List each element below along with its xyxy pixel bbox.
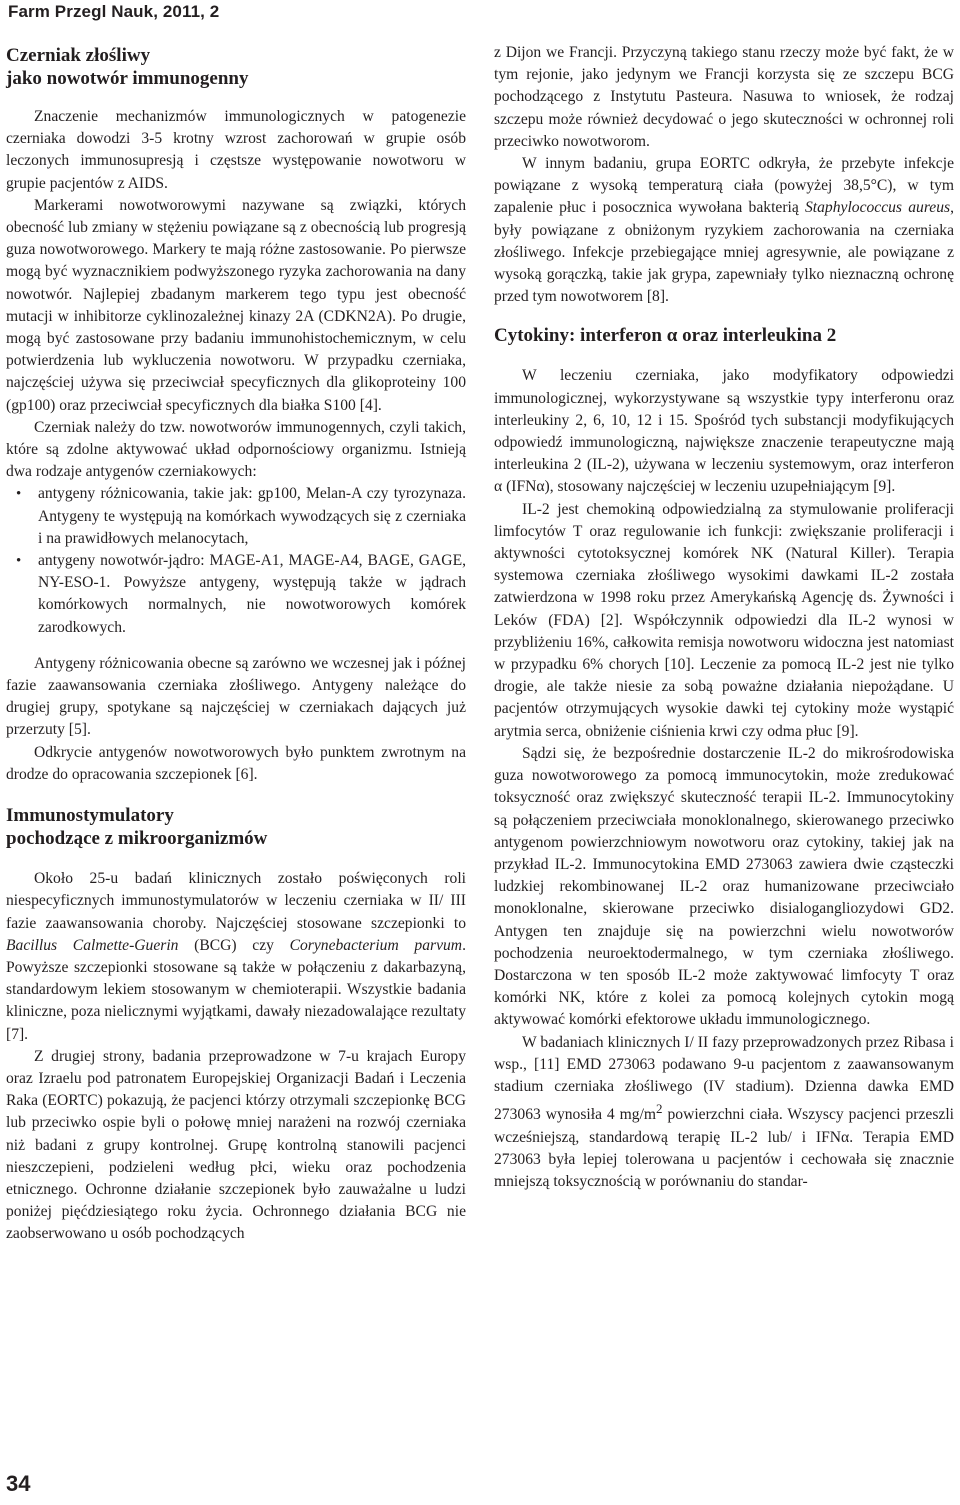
section-title-line: jako nowotwór immunogenny	[6, 68, 249, 89]
section-title-cytokines: Cytokiny: interferon α oraz interleukina 2	[494, 325, 837, 347]
paragraph: IL-2 jest chemokiną odpowiedzialną za stymulowanie proliferacji limfocytów T oraz regulowanie ich funkcji: zwiększanie proliferacji i aktywności cytotoksycznej komórek NK (Natural Killer). Terapia systemowa czerniaka złośliwego wysokimi dawkami IL-2 została zatwierdzona w 1998 roku przez Amerykańską Agencję ds. Żywności i Leków (FDA) [2]. Współczynnik odpowiedzi dla IL-2 wynosi w przybliżeniu 16%, całkowita remisja nowotworu widoczna jest natomiast w przypadku 6% chorych [10]. Leczenie za pomocą IL-2 jest nie tylko drogie, ale także niesie za sobą poważne działania niepożądane. U pacjentów otrzymujących wysokie dawki tej cytokiny może wystąpić arytmia serca, obniżenie ciśnienia krwi czy odma płuc [9].	[494, 500, 954, 740]
paragraph: Około 25-u badań klinicznych zostało poświęconych roli niespecyficznych immunostymulatorów w leczeniu czerniaka w II/ III fazie zaawansowania choroby. Najczęściej stosowane szczepionki to Bacillus Calmette-Guerin (BCG) czy Corynebacterium parvum. Powyższe szczepionki stosowane są także w połączeniu z dakarbazyną, standardowym lekiem stosowanym w chemioterapii. Wszystkie badania kliniczne, poza nielicznymi wyjątkami, dawały niezadowalające rezultaty [7].	[6, 870, 466, 1043]
section-title-line: Czerniak złośliwy	[6, 45, 151, 66]
species-name: Staphylococcus aureus	[805, 199, 951, 217]
section-title-melanoma	[6, 44, 466, 90]
right-column	[494, 42, 954, 1193]
left-column	[6, 42, 466, 1246]
section-title-line: Immunostymulatory	[6, 805, 174, 827]
paragraph: W leczeniu czerniaka, jako modyfikatory odpowiedzi immunologicznej, wykorzystywane są wszystkie typy interferonu oraz interleukiny 2, 6, 10, 12 i 15. Spośród tych substancji modyfikujących odpowiedź immunologiczną, największe znaczenie terapeutyczne mają interleukina 2 (IL-2), używana w leczeniu systemowym, oraz interferon α (IFNα), stosowany najczęściej w leczeniu uzupełniającym [9].	[494, 367, 954, 496]
paragraph: z Dijon we Francji. Przyczyną takiego stanu rzeczy może być fakt, że w tym rejonie, jako jedynym we Francji korzysta się ze szczepu BCG pochodzącego z Instytutu Pasteura. Nasuwa to wniosek, że rodzaj szczepu może również decydować o jego skuteczności w ochronnej roli przeciwko nowotworom.	[494, 44, 954, 150]
antigen-list	[6, 483, 466, 638]
paragraph: Markerami nowotworowymi nazywane są związki, których obecność lub zmiany w stężeniu powiązane są z obecnością lub progresją guza nowotworowego. Markery te mają różne zastosowanie. Po pierwsze mogą być wyznacznikiem podwyższonego ryzyka zachorowania na dany nowotwór. Najlepiej zbadanym markerem tego typu jest obecność mutacji w inhibitorze cyklinozależnej kinazy 2A (CDKN2A). Po drugie, mogą być zastosowane przy badaniu immunohistochemicznym, w celu potwierdzenia lub wykluczenia nowotworu. W przypadku czerniaka, najczęściej używa się przeciwciał specyficznych dla glikoproteiny 100 (gp100) oraz przeciwciał specyficznych dla białka S100 [4].	[6, 196, 466, 414]
paragraph: W innym badaniu, grupa EORTC odkryła, że przebyte infekcje powiązane z wysoką temperaturą ciała (powyżej 38,5°C), w tym zapalenie płuc i posocznica wywołana bakterią Staphylococcus aureus, były powiązane z obniżonym ryzykiem zachorowania na czerniaka złośliwego. Infekcje przebiegające mniej agresywnie, ale powiązane z wysoką gorączką, takie jak grypa, zapewniały tylko nieznaczną ochronę przed tym nowotworem [8].	[494, 155, 955, 306]
journal-header: Farm Przegl Nauk, 2011, 2	[8, 2, 220, 21]
paragraph: Antygeny różnicowania obecne są zarówno we wczesnej jak i późnej fazie zaawansowania czerniaka złośliwego. Antygeny należące do drugiej grupy, spotykane są najczęściej w czerniakach dających już przerzuty [5].	[6, 654, 466, 739]
list-item: • antygeny nowotwór-jądro: MAGE-A1, MAGE-A4, BAGE, GAGE, NY-ESO-1. Powyższe antygeny, występują także w jądrach komórkowych normalnych, nie nowotworowych komórek zarodkowych.	[38, 550, 466, 639]
paragraph: W badaniach klinicznych I/ II fazy przeprowadzonych przez Ribasa i wsp., [11] EMD 273063 podawano 9-u pacjentom z zaawansowanym stadium czerniaka złośliwego (IV stadium). Dzienna dawka EMD 273063 wynosiła 4 $mg/m^2$ powierzchni ciała. Wszyscy pacjenci przeszli wcześniejszą, standardową terapię IL-2 lub/ i IFNα. Terapia EMD 273063 była lepiej tolerowana u pacjentów i cechowała się znacznie mniejszą toksycznością w porównaniu do standar-	[494, 1033, 954, 1190]
section-title-line: pochodzące z mikroorganizmów	[6, 828, 268, 850]
species-name: Corynebacterium parvum	[289, 936, 463, 954]
paragraph: Czerniak należy do tzw. nowotworów immunogennych, czyli takich, które są zdolne aktywować układ odpornościowy organizmu. Istnieją dwa rodzaje antygenów czerniakowych:	[6, 418, 466, 481]
section-title-immunostimulators	[6, 804, 466, 850]
superscript: 2	[656, 1101, 663, 1117]
species-name: Bacillus Calmette-Guerin	[6, 936, 179, 954]
page-number: 34	[6, 1471, 31, 1496]
paragraph: Z drugiej strony, badania przeprowadzone w 7-u krajach Europy oraz Izraelu pod patronatem Europejskiej Organizacji Badań i Leczenia Raka (EORTC) pokazują, że pacjenci którzy otrzymali szczepionkę BCG lub przeciwko ospie byli o połowę mniej narażeni na rozwój czerniaka niż badani z grupy kontrolnej. Grupę kontrolną stanowili pacjenci nieszczepieni, podzieleni według płci, wieku oraz pochodzenia etnicznego. Ochronne działanie szczepionek było zauważalne u ludzi poniżej pięćdziesiątego roku życia. Ochronnego działania BCG nie zaobserwowano u osób pochodzących	[6, 1047, 466, 1243]
paragraph: Odkrycie antygenów nowotworowych było punktem zwrotnym na drodze do opracowania szczepionek [6].	[6, 743, 466, 783]
paragraph: Sądzi się, że bezpośrednie dostarczenie IL-2 do mikrośrodowiska guza nowotworowego za pomocą immunocytokin, może zredukować toksyczność oraz zwiększyć skuteczność terapii IL-2. Immunocytokiny są połączeniem przeciwciała monoklonalnego, skierowanego przeciwko antygenom powierzchniowym nowotworu oraz cytokiny, takiej jak na przykład IL-2. Immunocytokina EMD 273063 zawiera dwie cząsteczki ludzkiej rekombinowanej IL-2 oraz humanizowane przeciwciało monoklonalne, skierowane przeciwko disialogangliozydowi GD2. Antygen ten znajduje się na powierzchni wielu nowotworów pochodzenia neuroektodermalnego, w tym czerniaka złośliwego. Dostarczona w ten sposób IL-2 może zaktywować limfocyty T oraz komórki NK, które z kolei za pomocą kolejnych cytokin mogą aktywować komórki efektorowe układu immunologicznego.	[494, 744, 954, 1029]
paragraph: Znaczenie mechanizmów immunologicznych w patogenezie czerniaka dowodzi 3-5 krotny wzrost zachorowań w grupie osób leczonych immunosupresją i częstsze występowanie nowotworu w grupie pacjentów z AIDS.	[6, 108, 466, 192]
list-item: • antygeny różnicowania, takie jak: gp100, Melan-A czy tyrozynaza. Antygeny te występują na komórkach wywodzących się z czerniaka i na prawidłowych melanocytach,	[38, 483, 466, 550]
